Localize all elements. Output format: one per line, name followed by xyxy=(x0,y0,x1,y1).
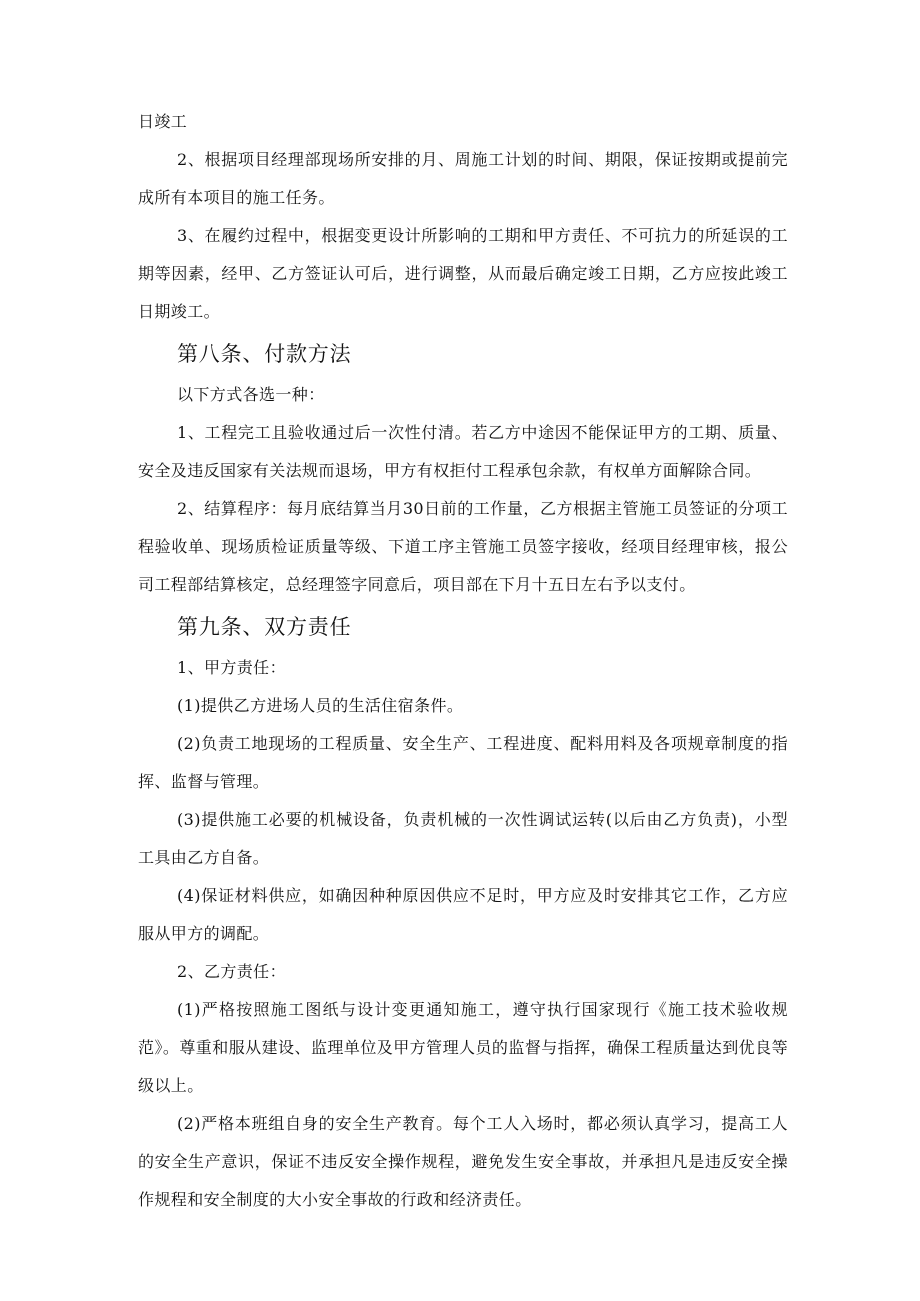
clause-7-item-2: 2、根据项目经理部现场所安排的月、周施工计划的时间、期限，保证按期或提前完成所有本项目的施工任务。 xyxy=(138,150,788,207)
party-a-item-3: (3)提供施工必要的机械设备，负责机械的一次性调试运转(以后由乙方负责)，小型工具由乙方自备。 xyxy=(138,810,788,867)
section-heading-article-9: 第九条、双方责任 xyxy=(177,615,352,639)
payment-option-2: 2、结算程序：每月底结算当月30日前的工作量，乙方根据主管施工员签证的分项工程验收单、现场质检证质量等级、下道工序主管施工员签字接收，经项目经理审核，报公司工程部结算核定，总经理签字同意后，项目部在下月十五日左右予以支付。 xyxy=(138,499,788,594)
party-a-responsibilities-title: 1、甲方责任： xyxy=(177,658,286,677)
document-body xyxy=(138,103,788,1219)
clause-7-item-3: 3、在履约过程中，根据变更设计所影响的工期和甲方责任、不可抗力的所延误的工期等因素，经甲、乙方签证认可后，进行调整，从而最后确定竣工日期，乙方应按此竣工日期竣工。 xyxy=(138,226,788,321)
section-heading-article-8: 第八条、付款方法 xyxy=(177,342,352,366)
payment-intro: 以下方式各选一种： xyxy=(177,385,325,404)
payment-option-1: 1、工程完工且验收通过后一次性付清。若乙方中途因不能保证甲方的工期、质量、安全及违反国家有关法规而退场，甲方有权拒付工程承包余款，有权单方面解除合同。 xyxy=(138,423,788,480)
party-a-item-4: (4)保证材料供应，如确因种种原因供应不足时，甲方应及时安排其它工作，乙方应服从甲方的调配。 xyxy=(138,886,788,943)
party-b-responsibilities-title: 2、乙方责任： xyxy=(177,962,286,981)
paragraph-completion-date: 日竣工 xyxy=(138,112,188,131)
party-a-item-1: (1)提供乙方进场人员的生活住宿条件。 xyxy=(177,696,464,715)
party-b-item-1: (1)严格按照施工图纸与设计变更通知施工，遵守执行国家现行《施工技术验收规范》。尊重和服从建设、监理单位及甲方管理人员的监督与指挥，确保工程质量达到优良等级以上。 xyxy=(138,1000,788,1095)
party-b-item-2: (2)严格本班组自身的安全生产教育。每个工人入场时，都必须认真学习，提高工人的安全生产意识，保证不违反安全操作规程，避免发生安全事故，并承担凡是违反安全操作规程和安全制度的大小安全事故的行政和经济责任。 xyxy=(138,1114,788,1209)
party-a-item-2: (2)负责工地现场的工程质量、安全生产、工程进度、配料用料及各项规章制度的指挥、监督与管理。 xyxy=(138,734,788,791)
